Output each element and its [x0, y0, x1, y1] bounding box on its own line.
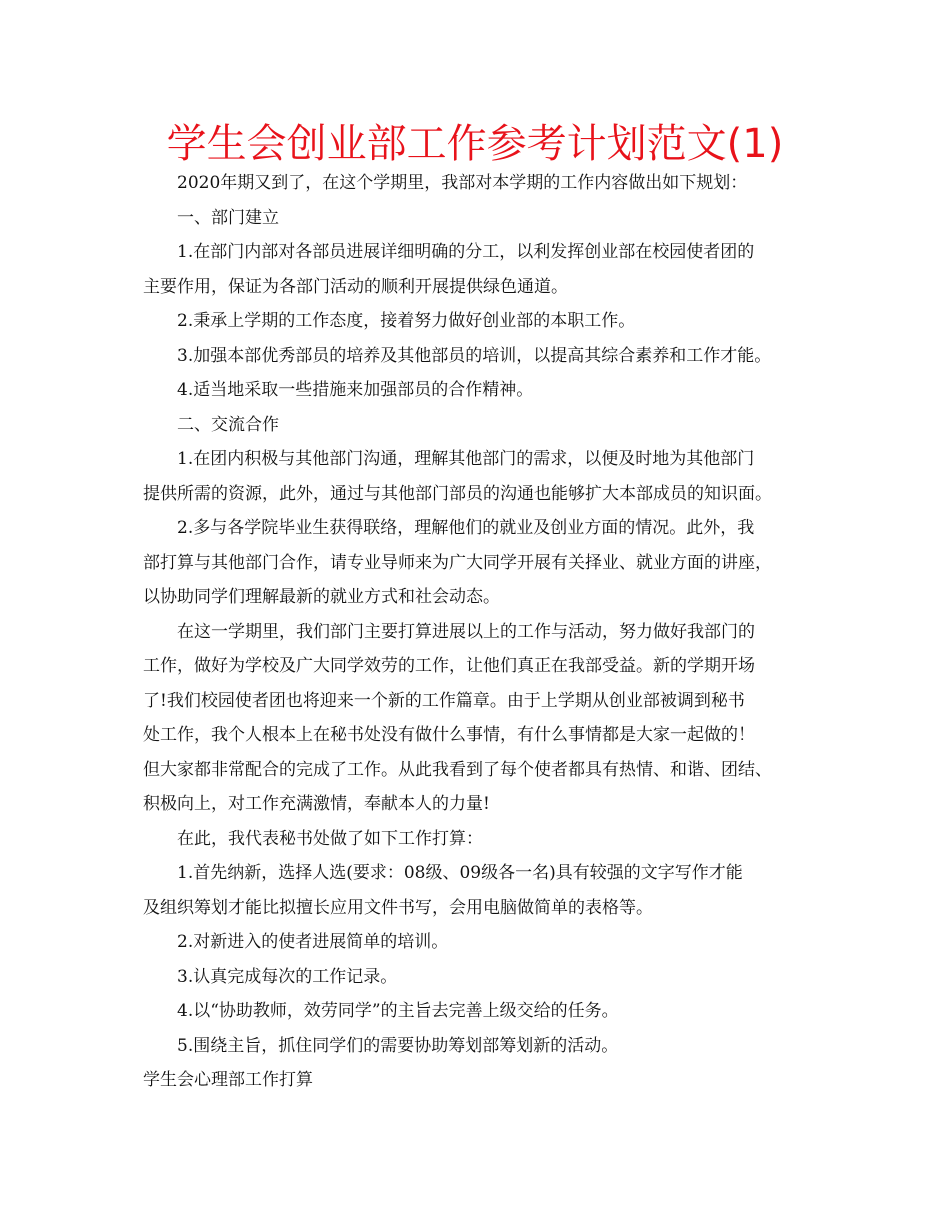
text-line: 1.在部门内部对各部员进展详细明确的分工，以利发挥创业部在校园使者团的 [177, 242, 755, 262]
text-line: 积极向上，对工作充满激情，奉献本人的力量! [143, 794, 490, 814]
text-line: 部打算与其他部门合作，请专业导师来为广大同学开展有关择业、就业方面的讲座， [143, 552, 772, 573]
text-line: 4.适当地采取一些措施来加强部员的合作精神。 [177, 380, 534, 400]
text-line: 2.多与各学院毕业生获得联络，理解他们的就业及创业方面的情况。此外，我 [177, 518, 755, 538]
text-line: 2020年期又到了，在这个学期里，我部对本学期的工作内容做出如下规划： [177, 173, 748, 193]
text-line: 在此，我代表秘书处做了如下工作打算： [177, 828, 483, 849]
text-line: 1.在团内积极与其他部门沟通，理解其他部门的需求，以便及时地为其他部门 [177, 449, 755, 469]
text-line: 工作，做好为学校及广大同学效劳的工作，让他们真正在我部受益。新的学期开场 [143, 656, 755, 676]
text-line: 3.加强本部优秀部员的培养及其他部员的培训，以提高其综合素养和工作才能。 [177, 345, 772, 366]
text-line: 主要作用，保证为各部门活动的顺利开展提供绿色通道。 [143, 276, 568, 297]
document-title: 学生会创业部工作参考计划范文(1) [166, 121, 784, 167]
text-line: 5.围绕主旨，抓住同学们的需要协助筹划部筹划新的活动。 [177, 1035, 619, 1056]
text-line: 二、交流合作 [177, 414, 279, 435]
text-line: 在这一学期里，我们部门主要打算进展以上的工作与活动，努力做好我部门的 [177, 621, 755, 642]
text-line: 4.以“协助教师，效劳同学”的主旨去完善上级交给的任务。 [177, 1001, 619, 1021]
text-line: 以协助同学们理解最新的就业方式和社会动态。 [143, 587, 500, 607]
text-line: 2.秉承上学期的工作态度，接着努力做好创业部的本职工作。 [177, 311, 636, 331]
text-line: 1.首先纳新，选择人选(要求：08级、09级各一名)具有较强的文字写作才能 [177, 863, 743, 883]
text-line: 一、部门建立 [177, 207, 279, 228]
document-body [143, 166, 823, 1098]
text-line: 处工作，我个人根本上在秘书处没有做什么事情，有什么事情都是大家一起做的！ [143, 725, 755, 745]
text-line: 2.对新进入的使者进展简单的培训。 [177, 932, 449, 952]
text-line: 3.认真完成每次的工作记录。 [177, 966, 398, 987]
text-line: 提供所需的资源，此外，通过与其他部门部员的沟通也能够扩大本部成员的知识面。 [143, 483, 772, 504]
text-line: 了!我们校园使者团也将迎来一个新的工作篇章。由于上学期从创业部被调到秘书 [143, 690, 745, 711]
text-line: 学生会心理部工作打算 [143, 1070, 313, 1090]
text-line: 及组织筹划才能比拟擅长应用文件书写，会用电脑做简单的表格等。 [143, 897, 653, 918]
text-line: 但大家都非常配合的完成了工作。从此我看到了每个使者都具有热情、和谐、团结、 [143, 759, 772, 780]
